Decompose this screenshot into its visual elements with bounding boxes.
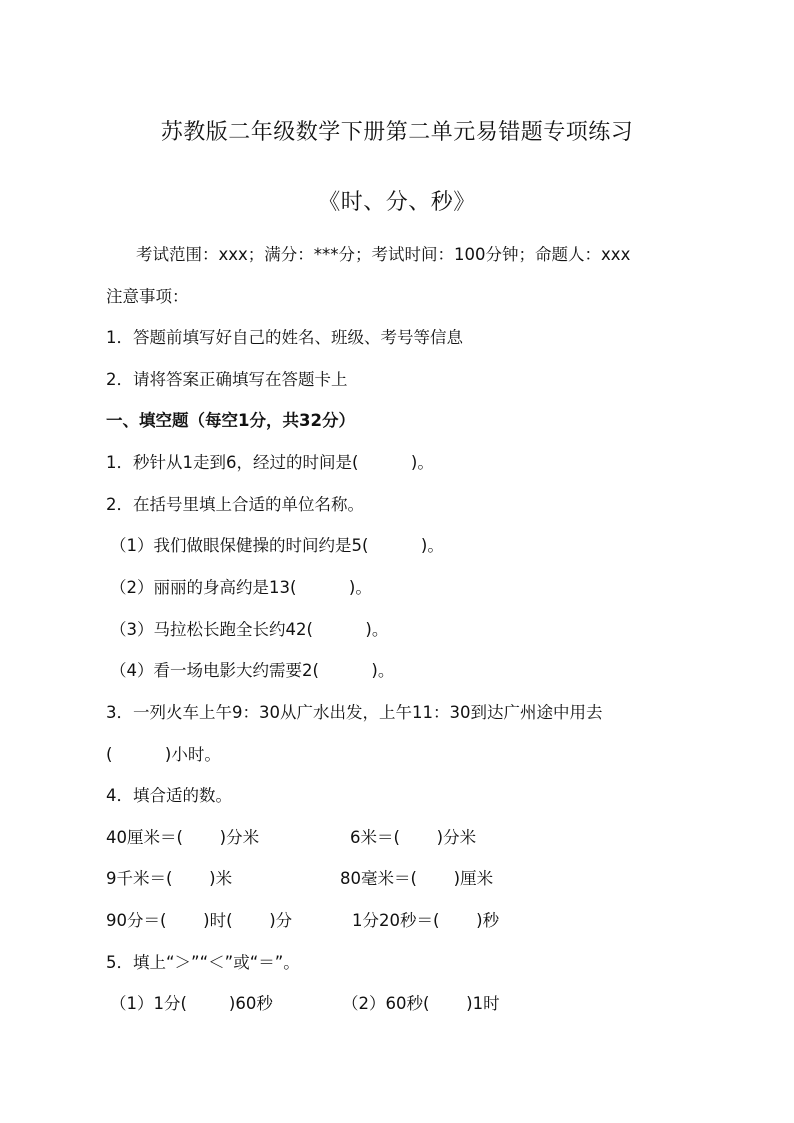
q4-row3-left: 90分＝( )时( )分	[106, 911, 293, 930]
q4-row2-right: 80毫米＝( )厘米	[340, 869, 494, 888]
question-1: 1．秒针从1走到6，经过的时间是( )。	[106, 453, 434, 472]
q5-part-2: （2）60秒( )1时	[342, 994, 500, 1013]
question-2-part-4: （4）看一场电影大约需要2( )。	[110, 661, 395, 680]
page-subtitle: 《时、分、秒》	[318, 190, 476, 215]
question-2-part-1: （1）我们做眼保健操的时间约是5( )。	[110, 536, 444, 555]
page-title: 苏教版二年级数学下册第二单元易错题专项练习	[160, 120, 634, 145]
q4-row1-right: 6米＝( )分米	[350, 828, 477, 847]
question-2-part-2: （2）丽丽的身高约是13( )。	[110, 578, 372, 597]
q5-part-1: （1）1分( )60秒	[110, 994, 273, 1013]
note-item-2: 2．请将答案正确填写在答题卡上	[106, 370, 348, 389]
note-item-1: 1．答题前填写好自己的姓名、班级、考号等信息	[106, 328, 463, 347]
q4-row2-left: 9千米＝( )米	[106, 869, 233, 888]
q4-row3-right: 1分20秒＝( )秒	[352, 911, 500, 930]
question-4: 4．填合适的数。	[106, 786, 232, 805]
question-2: 2．在括号里填上合适的单位名称。	[106, 495, 364, 514]
question-3-line-2: ( )小时。	[106, 745, 221, 764]
exam-info-line: 考试范围：xxx；满分：***分；考试时间：100分钟；命题人：xxx	[136, 245, 631, 264]
notes-heading: 注意事项：	[106, 287, 189, 306]
question-3-line-1: 3．一列火车上午9：30从广水出发，上午11：30到达广州途中用去	[106, 703, 603, 722]
question-2-part-3: （3）马拉松长跑全长约42( )。	[110, 620, 389, 639]
section-heading: 一、填空题（每空1分，共32分）	[106, 411, 355, 430]
question-5: 5．填上“＞”“＜”或“＝”。	[106, 953, 300, 972]
q4-row1-left: 40厘米＝( )分米	[106, 828, 260, 847]
